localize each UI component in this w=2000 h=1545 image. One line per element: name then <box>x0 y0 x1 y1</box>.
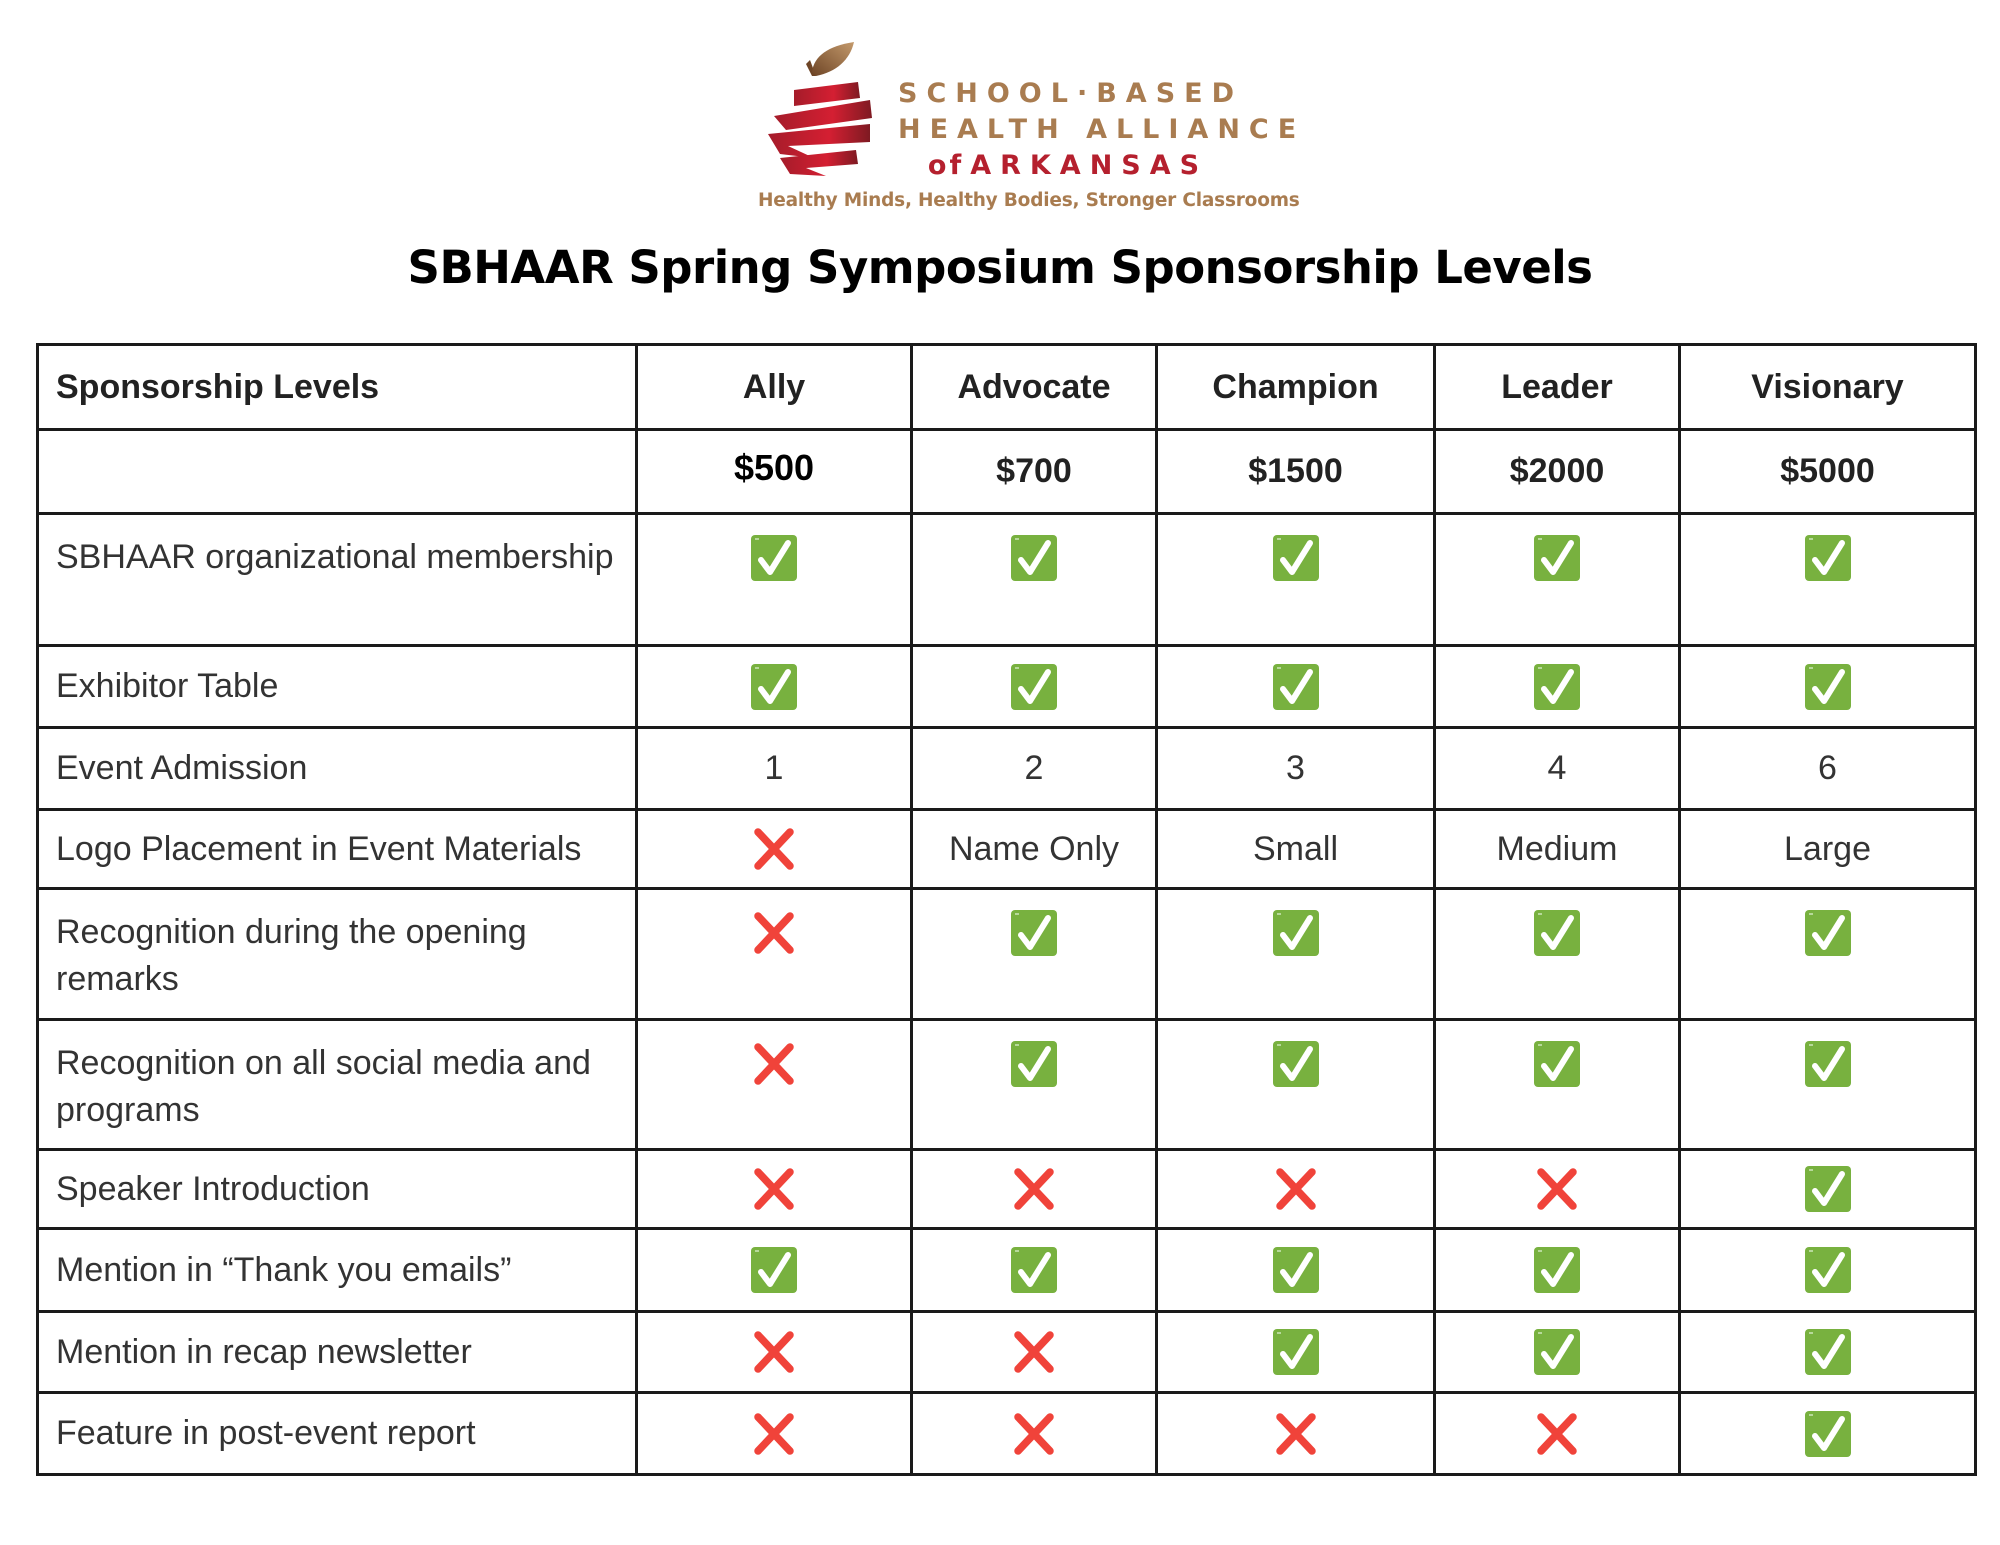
feature-cell-champion <box>1157 728 1435 810</box>
check-mark-icon <box>750 1246 798 1294</box>
logo-line-school-based: SCHOOL·BASED <box>898 78 1244 109</box>
feature-cell-leader <box>1435 1150 1680 1229</box>
feature-cell-ally <box>637 1229 912 1312</box>
feature-cell-champion <box>1157 646 1435 728</box>
check-mark-icon <box>1804 1040 1852 1088</box>
price-leader: $2000 <box>1435 430 1680 514</box>
table-row <box>38 1150 1976 1229</box>
header-level-champion: Champion <box>1157 345 1435 430</box>
feature-value: 6 <box>1818 749 1837 787</box>
feature-cell-ally <box>637 1150 912 1229</box>
header-sponsorship-levels: Sponsorship Levels <box>38 345 637 430</box>
feature-cell-advocate <box>912 1393 1157 1475</box>
price-ally: $500 <box>637 430 912 514</box>
feature-cell-visionary <box>1680 1150 1976 1229</box>
table-row <box>38 889 1976 1020</box>
page-title: SBHAAR Spring Symposium Sponsorship Levels <box>407 241 1593 294</box>
cross-mark-icon <box>1272 1410 1320 1458</box>
feature-cell-ally <box>637 1020 912 1150</box>
cross-mark-icon <box>750 1328 798 1376</box>
price-row <box>38 430 1976 514</box>
feature-cell-visionary <box>1680 810 1976 889</box>
cross-mark-icon <box>1533 1165 1581 1213</box>
logo-line-health-alliance: HEALTH ALLIANCE <box>898 114 1306 145</box>
feature-cell-ally <box>637 810 912 889</box>
table-row <box>38 646 1976 728</box>
feature-label: SBHAAR organizational membership <box>38 514 637 646</box>
cross-mark-icon <box>750 1040 798 1088</box>
feature-cell-champion <box>1157 1150 1435 1229</box>
feature-cell-visionary <box>1680 728 1976 810</box>
header-level-advocate: Advocate <box>912 345 1157 430</box>
cross-mark-icon <box>1010 1410 1058 1458</box>
table-row <box>38 1229 1976 1312</box>
feature-label: Recognition during the opening remarks <box>38 889 637 1020</box>
logo-wordmark <box>898 76 1306 184</box>
table-row <box>38 810 1976 889</box>
feature-cell-visionary <box>1680 514 1976 646</box>
table-row <box>38 1312 1976 1393</box>
feature-cell-leader <box>1435 1229 1680 1312</box>
check-mark-icon <box>1804 1165 1852 1213</box>
cross-mark-icon <box>750 1410 798 1458</box>
price-row-label <box>38 430 637 514</box>
check-mark-icon <box>1010 534 1058 582</box>
logo-line-arkansas: of ARKANSAS <box>927 150 1209 181</box>
check-mark-icon <box>1272 663 1320 711</box>
feature-cell-advocate <box>912 810 1157 889</box>
apple-ribbon-logo-icon <box>766 42 878 180</box>
check-mark-icon <box>1804 1410 1852 1458</box>
logo-tagline: Healthy Minds, Healthy Bodies, Stronger Classrooms <box>758 190 1300 211</box>
table-row <box>38 1393 1976 1475</box>
cross-mark-icon <box>1010 1328 1058 1376</box>
check-mark-icon <box>750 663 798 711</box>
feature-value: Name Only <box>948 829 1120 868</box>
feature-cell-visionary <box>1680 889 1976 1020</box>
check-mark-icon <box>1533 534 1581 582</box>
feature-value: Large <box>1784 829 1871 868</box>
feature-cell-visionary <box>1680 1312 1976 1393</box>
feature-cell-visionary <box>1680 646 1976 728</box>
check-mark-icon <box>1272 1328 1320 1376</box>
feature-cell-ally <box>637 1312 912 1393</box>
sponsorship-levels-table <box>36 343 1977 1476</box>
feature-cell-visionary <box>1680 1020 1976 1150</box>
check-mark-icon <box>1010 1246 1058 1294</box>
check-mark-icon <box>1804 909 1852 957</box>
cross-mark-icon <box>750 1165 798 1213</box>
price-advocate: $700 <box>912 430 1157 514</box>
check-mark-icon <box>1272 1040 1320 1088</box>
cross-mark-icon <box>1010 1165 1058 1213</box>
check-mark-icon <box>1272 1246 1320 1294</box>
feature-cell-advocate <box>912 1229 1157 1312</box>
feature-cell-visionary <box>1680 1229 1976 1312</box>
table-row <box>38 1020 1976 1150</box>
feature-cell-champion <box>1157 889 1435 1020</box>
table-row <box>38 728 1976 810</box>
feature-cell-leader <box>1435 1020 1680 1150</box>
feature-cell-leader <box>1435 646 1680 728</box>
check-mark-icon <box>1804 663 1852 711</box>
feature-cell-leader <box>1435 728 1680 810</box>
feature-cell-advocate <box>912 646 1157 728</box>
feature-cell-advocate <box>912 889 1157 1020</box>
feature-label: Event Admission <box>38 728 637 810</box>
feature-cell-leader <box>1435 1393 1680 1475</box>
feature-cell-champion <box>1157 810 1435 889</box>
header-level-leader: Leader <box>1435 345 1680 430</box>
feature-value: 1 <box>764 749 784 787</box>
check-mark-icon <box>1010 1040 1058 1088</box>
feature-cell-ally <box>637 646 912 728</box>
check-mark-icon <box>1010 909 1058 957</box>
feature-label: Mention in “Thank you emails” <box>38 1229 637 1312</box>
check-mark-icon <box>1272 909 1320 957</box>
feature-value: 2 <box>1024 749 1044 787</box>
cross-mark-icon <box>750 825 798 873</box>
feature-cell-advocate <box>912 1312 1157 1393</box>
header-level-ally: Ally <box>637 345 912 430</box>
feature-label: Mention in recap newsletter <box>38 1312 637 1393</box>
table-row <box>38 514 1976 646</box>
header-level-visionary: Visionary <box>1680 345 1976 430</box>
organization-logo <box>758 40 1306 220</box>
feature-label: Logo Placement in Event Materials <box>38 810 637 889</box>
check-mark-icon <box>1533 909 1581 957</box>
check-mark-icon <box>1804 1246 1852 1294</box>
price-champion: $1500 <box>1157 430 1435 514</box>
feature-cell-champion <box>1157 1020 1435 1150</box>
feature-cell-champion <box>1157 1229 1435 1312</box>
feature-cell-ally <box>637 1393 912 1475</box>
feature-label: Feature in post-event report <box>38 1393 637 1475</box>
feature-cell-ally <box>637 514 912 646</box>
feature-value: Medium <box>1496 829 1618 868</box>
price-visionary: $5000 <box>1680 430 1976 514</box>
feature-cell-ally <box>637 728 912 810</box>
check-mark-icon <box>1010 663 1058 711</box>
feature-value: Small <box>1252 829 1339 868</box>
feature-cell-advocate <box>912 728 1157 810</box>
table-header-row <box>38 345 1976 430</box>
feature-cell-leader <box>1435 1312 1680 1393</box>
cross-mark-icon <box>750 909 798 957</box>
check-mark-icon <box>1804 534 1852 582</box>
feature-cell-leader <box>1435 514 1680 646</box>
feature-cell-leader <box>1435 810 1680 889</box>
check-mark-icon <box>1533 1328 1581 1376</box>
check-mark-icon <box>750 534 798 582</box>
feature-value: 3 <box>1286 749 1305 787</box>
feature-cell-ally <box>637 889 912 1020</box>
feature-cell-champion <box>1157 1312 1435 1393</box>
feature-cell-advocate <box>912 1150 1157 1229</box>
cross-mark-icon <box>1272 1165 1320 1213</box>
feature-cell-champion <box>1157 1393 1435 1475</box>
feature-cell-visionary <box>1680 1393 1976 1475</box>
feature-label: Speaker Introduction <box>38 1150 637 1229</box>
check-mark-icon <box>1533 1246 1581 1294</box>
check-mark-icon <box>1804 1328 1852 1376</box>
check-mark-icon <box>1272 534 1320 582</box>
feature-cell-champion <box>1157 514 1435 646</box>
feature-label: Recognition on all social media and programs <box>38 1020 637 1150</box>
feature-cell-advocate <box>912 514 1157 646</box>
feature-cell-advocate <box>912 1020 1157 1150</box>
feature-value: 4 <box>1547 749 1567 787</box>
check-mark-icon <box>1533 1040 1581 1088</box>
feature-label: Exhibitor Table <box>38 646 637 728</box>
cross-mark-icon <box>1533 1410 1581 1458</box>
check-mark-icon <box>1533 663 1581 711</box>
feature-cell-leader <box>1435 889 1680 1020</box>
